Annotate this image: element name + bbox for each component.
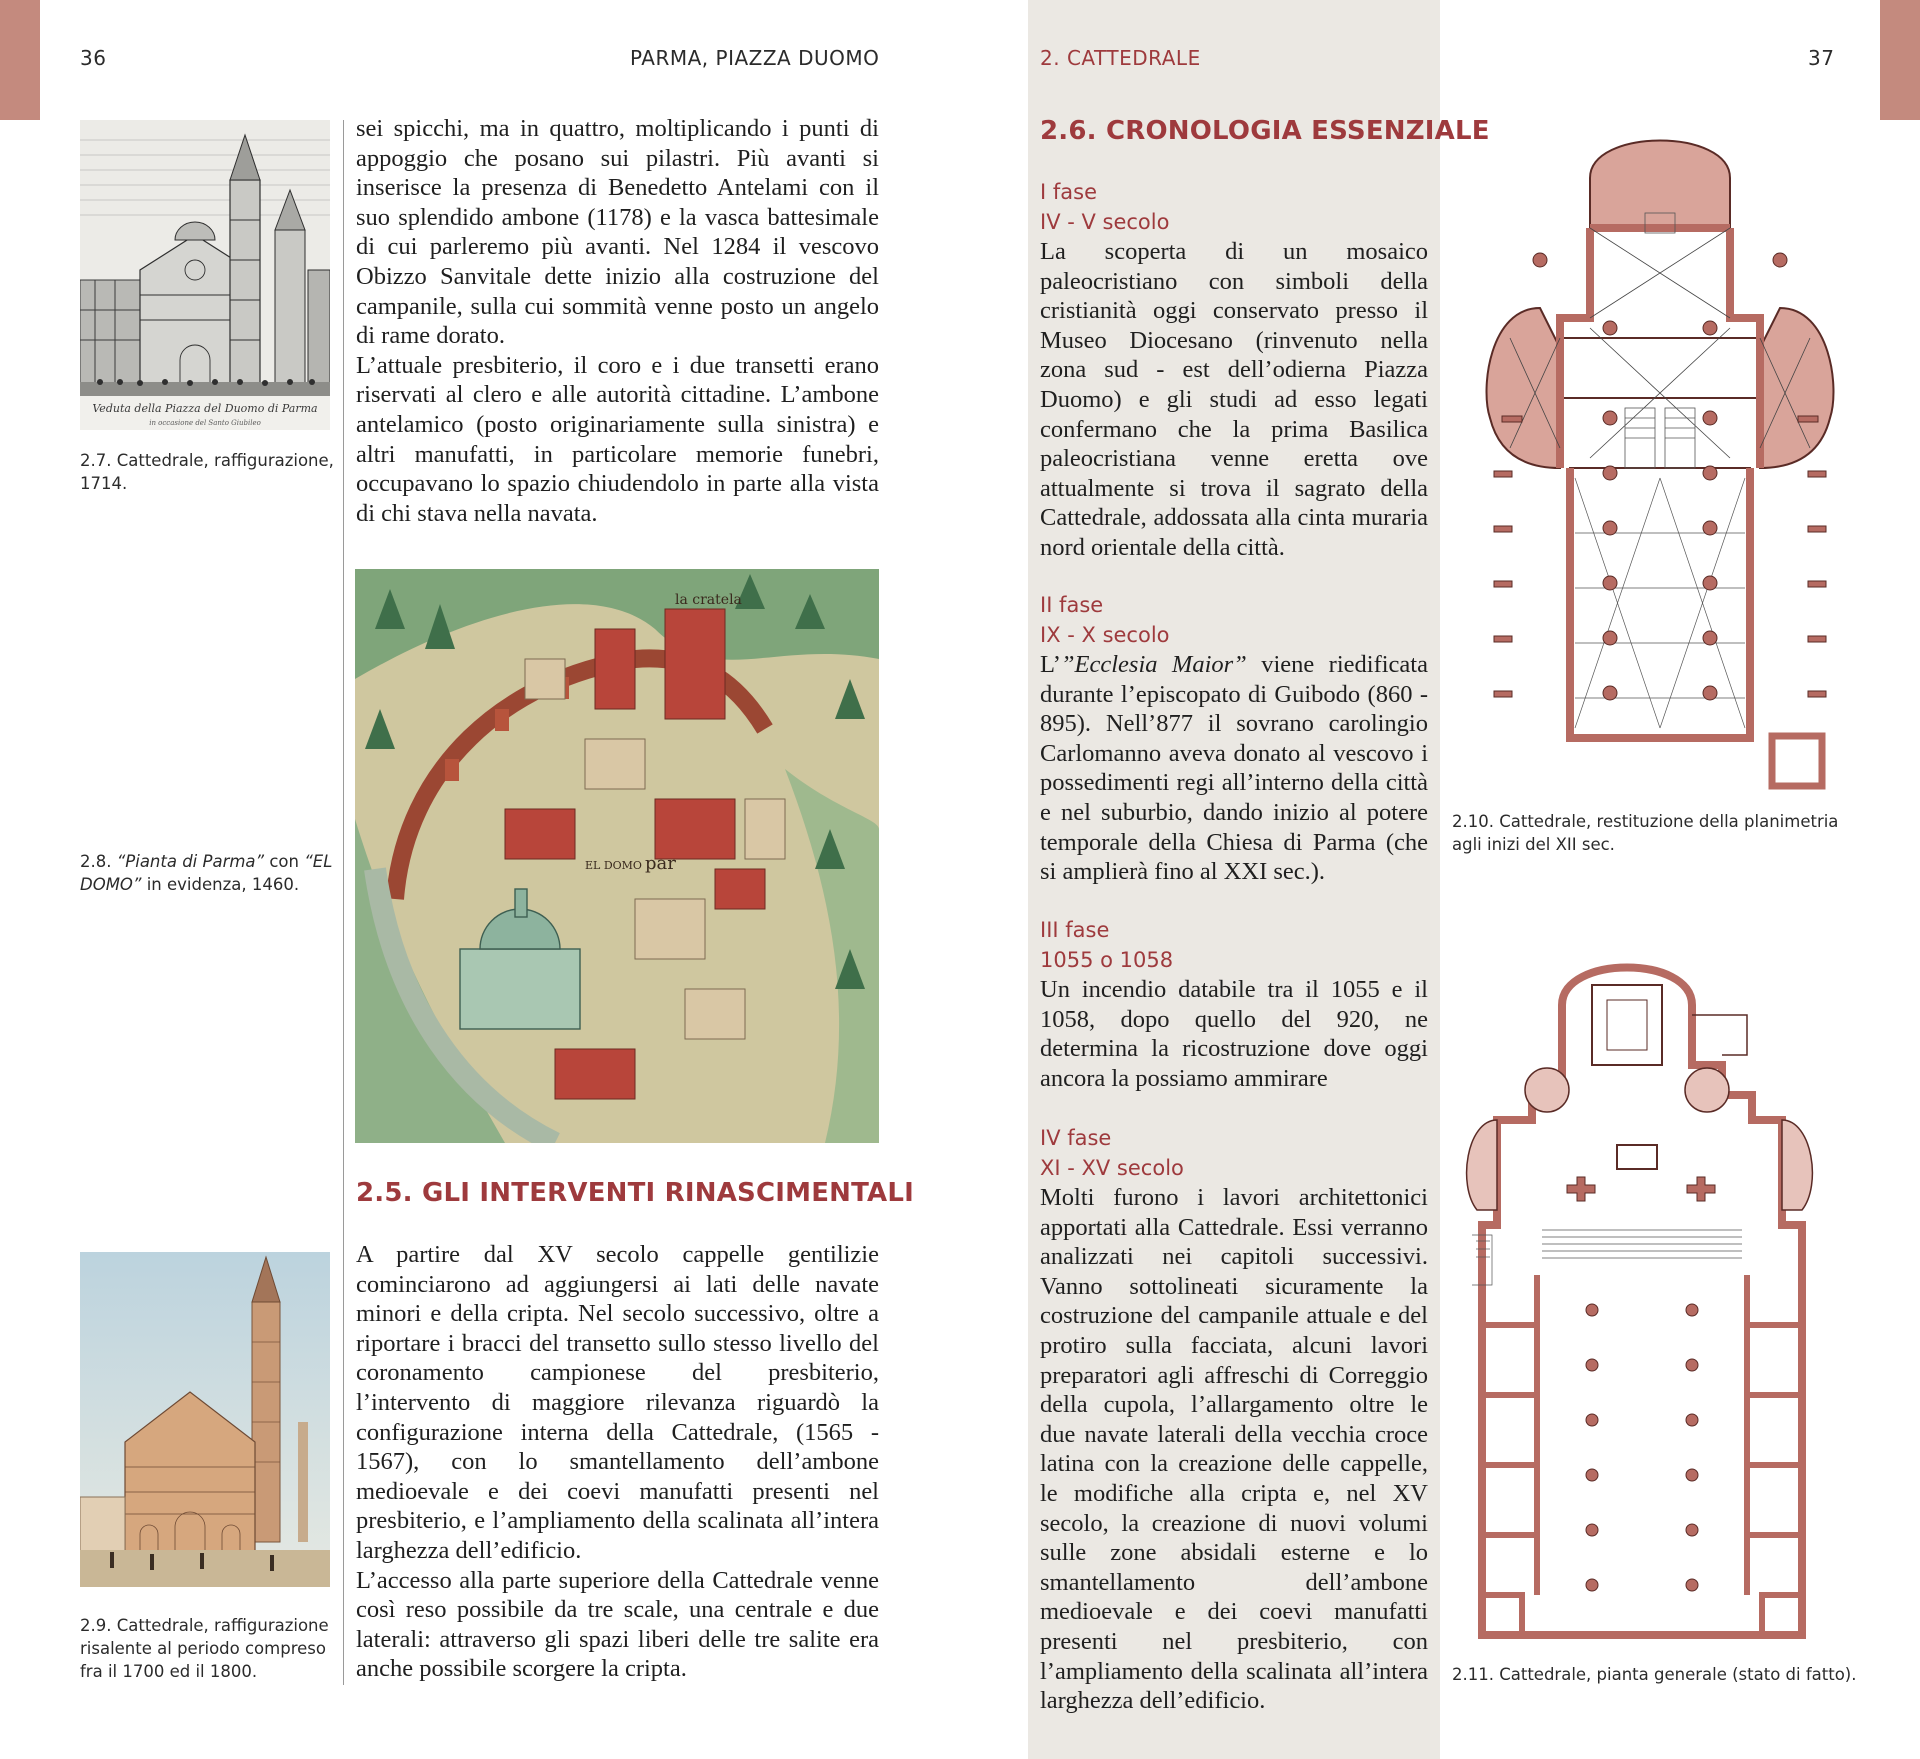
- phase-1-label: I fase: [1040, 180, 1097, 204]
- map-label-3: par: [645, 853, 676, 874]
- phase-4-text: Molti furono i lavori architettonici apportati alla Cattedrale. Essi verranno analizzati nei capitoli successivi. Vanno sottolineati sicuramente la costruzione del campanile attuale e del protiro sulla facciata, alcuni lavori preparatori agli affreschi di Correggio della cupola, l’allargamento oltre le due navate laterali della vecchia croce latina con la creazione delle cappelle, le modifiche alla cripta e, nel XV secolo, la creazione di nuovi volumi sulle zone absidali esterne e lo smantellamento dell’ambone medioevale e dei coevi manufatti presenti nel presbiterio, con l’ampliamento della scalinata all’intera larghezza dell’edificio.: [1040, 1184, 1428, 1715]
- phase-3-period: 1055 o 1058: [1040, 948, 1174, 972]
- early-plan-drawing: [1470, 118, 1850, 798]
- caption-fig-2-8: [80, 850, 335, 896]
- phase-2-text-body: viene riedificata durante l’episcopato di Guibodo (860 - 895). Nell’877 il sovrano carolingio Carlomanno aveva donato al vescovo i possedimenti regi all’interno della città e nel suburbio, dando inizio al potere temporale della Chiesa di Parma (che si amplierà fino al XXI sec.).: [1040, 651, 1428, 886]
- pianta-di-parma-map: [355, 569, 879, 1143]
- caption-2-8-prefix: 2.8.: [80, 852, 117, 871]
- intro-paragraph-1: sei spicchi, ma in quattro, moltiplicando i punti di appoggio che posano sui pilastri. Più avanti si inserisce la presenza di Benedetto Antelami con il suo splendido ambone (1178) e la vasca battesimale di cui parleremo più avanti. Nel 1284 il vescovo Obizzo Sanvitale dette inizio alla costruzione del campanile, sulla cui sommità venne posto un angelo di rame dorato.: [356, 115, 879, 350]
- section-2-5-paragraph-2: L’accesso alla parte superiore della Cattedrale venne così reso possibile da tre scale, una centrale e due laterali: attraverso gli spazi liberi delle tre salite era anche possibile scorgere la cripta.: [356, 1566, 879, 1683]
- phase-2-text: [1040, 650, 1428, 887]
- caption-fig-2-10: 2.10. Cattedrale, restituzione della planimetria agli inizi del XII sec.: [1452, 812, 1839, 854]
- phase-3-text: Un incendio databile tra il 1055 e il 1058, dopo quello del 920, ne determina la ricostruzione dove oggi ancora la possiamo ammirare: [1040, 976, 1428, 1092]
- phase-1: [1040, 177, 1428, 563]
- phase-1-period: IV - V secolo: [1040, 210, 1170, 234]
- cathedral-painting-illustration: [80, 1252, 330, 1587]
- intro-paragraph-2: L’attuale presbiterio, il coro e i due transetti erano riservati al clero e alle autorità cittadine. L’ambone antelamico (posto originariamente sulla sinistra) e altri manufatti, in particolare memorie funebri, occupavano lo spazio chiudendolo in parte alla vista di chi stava nella navata.: [356, 351, 879, 527]
- phase-2-text-italic: ”Ecclesia Maior”: [1060, 651, 1247, 678]
- caption-fig-2-11: 2.11. Cattedrale, pianta generale (stato di fatto).: [1452, 1665, 1857, 1684]
- column-divider: [343, 120, 344, 1685]
- caption-fig-2-9: 2.9. Cattedrale, raffigurazione risalente al periodo compreso fra il 1700 ed il 1800.: [80, 1616, 329, 1681]
- left-page-number: 36: [80, 46, 107, 70]
- caption-2-8-map-title: “Pianta di Parma”: [116, 852, 265, 871]
- map-label-1: la cratela: [675, 592, 742, 608]
- left-edge-tab: [0, 0, 40, 120]
- phase-4: [1040, 1123, 1428, 1716]
- right-edge-tab: [1880, 0, 1920, 120]
- phase-2-label: II fase: [1040, 593, 1104, 617]
- engraving-inscription-1: Veduta della Piazza del Duomo di Parma: [92, 402, 318, 415]
- section-title-2-6: 2.6. CRONOLOGIA ESSENZIALE: [1040, 116, 1490, 146]
- phase-1-text: La scoperta di un mosaico paleocristiano con simboli della cristianità oggi conservato presso il Museo Diocesano (rinvenuto nella zona sud - est dell’odierna Piazza Duomo) e gli studi ad esso legati confermano che la prima Basilica paleocristiana venne eretta ove attualmente si trova il sagrato della Cattedrale, addossata alla cinta muraria nord orientale della città.: [1040, 238, 1428, 561]
- figure-2-10-plan: [1470, 118, 1850, 798]
- section-title-2-5: 2.5. GLI INTERVENTI RINASCIMENTALI: [356, 1178, 915, 1208]
- phase-2-period: IX - X secolo: [1040, 623, 1170, 647]
- caption-2-8-suffix: in evidenza, 1460.: [141, 875, 300, 894]
- phase-2-text-prefix: L’: [1040, 651, 1061, 678]
- figure-2-8-map: [355, 569, 879, 1143]
- figure-2-9-painting: [80, 1252, 330, 1587]
- right-page-number: 37: [1808, 46, 1835, 70]
- caption-fig-2-7: 2.7. Cattedrale, raffigurazione, 1714.: [80, 451, 334, 493]
- map-label-2: EL DOMO: [585, 859, 642, 872]
- engraving-illustration: [80, 120, 330, 430]
- current-plan-drawing: [1462, 945, 1857, 1645]
- figure-2-11-plan: [1462, 945, 1857, 1645]
- intro-text-block: [356, 114, 879, 528]
- caption-2-8-el-domo: “EL DOMO”: [80, 852, 333, 894]
- phase-3-label: III fase: [1040, 918, 1110, 942]
- figure-2-7-engraving: [80, 120, 330, 430]
- phase-3: [1040, 915, 1428, 1093]
- engraving-inscription-2: in occasione del Santo Giubileo: [149, 419, 261, 427]
- section-2-5-paragraph-1: A partire dal XV secolo cappelle gentilizie cominciarono ad aggiungersi ai lati delle navate minori e della cripta. Nel secolo successivo, oltre a riportare i bracci del transetto sullo stesso livello del coronamento campionese del presbiterio, l’intervento di maggiore rilevanza riguardò la configurazione interna della Cattedrale, (1565 - 1567), con lo smantellamento dell’ambone medioevale e dei coevi manufatti presenti nel presbiterio, e l’ampliamento della scalinata all’intera larghezza dell’edificio.: [356, 1241, 879, 1564]
- phase-4-period: XI - XV secolo: [1040, 1156, 1184, 1180]
- phase-4-label: IV fase: [1040, 1126, 1112, 1150]
- right-running-head: 2. CATTEDRALE: [1040, 46, 1201, 70]
- left-running-head: PARMA, PIAZZA DUOMO: [630, 46, 880, 70]
- caption-2-8-mid: con: [264, 852, 305, 871]
- phase-2: [1040, 590, 1428, 887]
- section-2-5-text-block: [356, 1240, 879, 1684]
